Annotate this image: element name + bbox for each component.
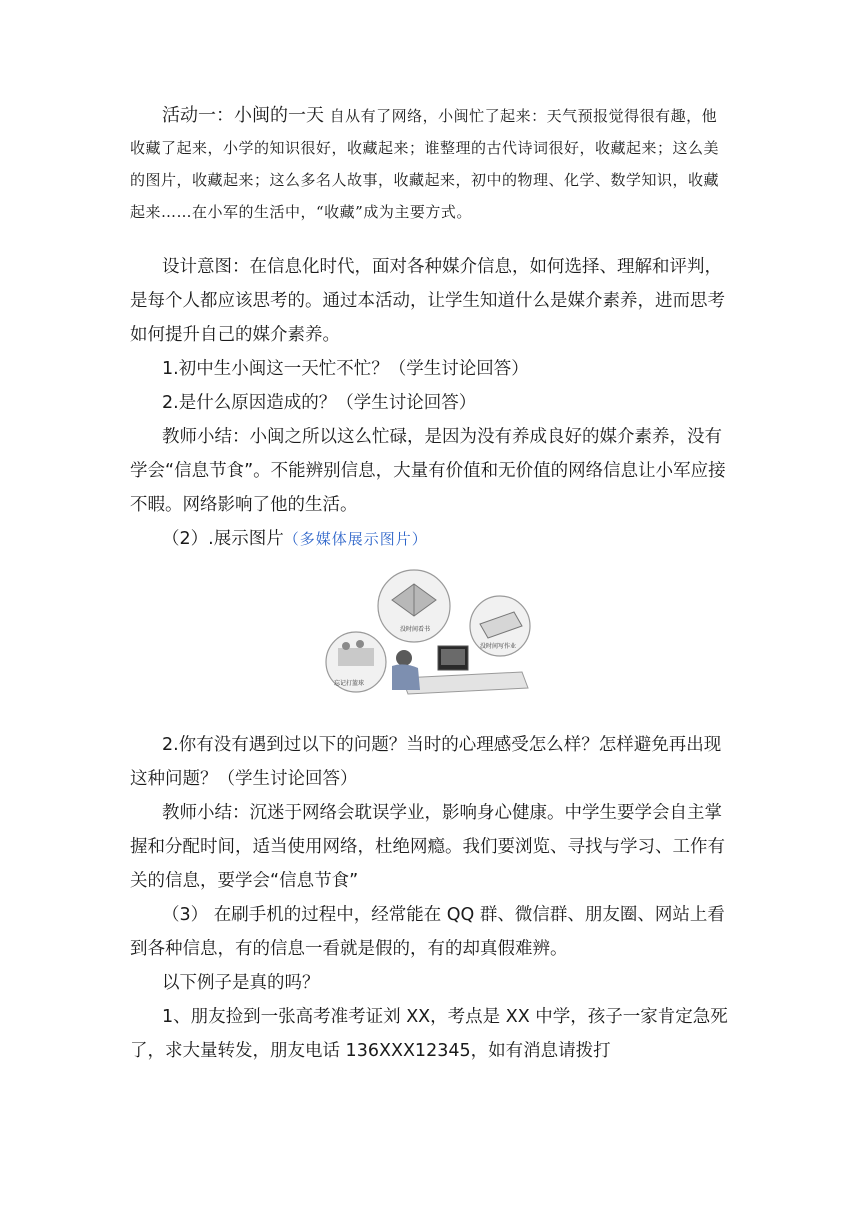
- question-1: 1.初中生小闽这一天忙不忙？（学生讨论回答）: [162, 359, 529, 379]
- teacher-summary-1: 教师小结：小闽之所以这么忙碌，是因为没有养成良好的媒介素养，没有学会“信息节食”。不能辨别信息，大量有价值和无价值的网络信息让小军应接不暇。网络影响了他的生活。: [130, 427, 726, 515]
- activity1-title: 活动一：小闽的一天: [162, 105, 324, 126]
- basketball-scene: [338, 648, 374, 666]
- illustration-svg: [322, 568, 534, 696]
- show-pictures-line: [162, 522, 762, 556]
- design-intent-paragraph: 设计意图：在信息化时代，面对各种媒介信息，如何选择、理解和评判，是每个人都应该思考的。通过本活动，让学生知道什么是媒介素养，进而思考如何提升自己的媒介素养。: [130, 257, 725, 345]
- question-3: 2.你有没有遇到过以下的问题？当时的心理感受怎么样？怎样避免再出现这种问题？（学生讨论回答）: [130, 735, 722, 789]
- student-body: [392, 664, 420, 690]
- question-2: 2.是什么原因造成的？（学生讨论回答）: [162, 393, 477, 413]
- teacher-summary-2: 教师小结：沉迷于网络会耽误学业，影响身心健康。中学生要学会自主掌握和分配时间，适当使用网络，杜绝网瘾。我们要浏览、寻找与学习、工作有关的信息，要学会“信息节食”: [130, 803, 725, 891]
- illustration-figure: [322, 568, 534, 696]
- caption-top: 没时间看书: [400, 626, 431, 633]
- example-1: 1、朋友捡到一张高考准考证刘 XX，考点是 XX 中学，孩子一家肯定急死了，求大量转发，朋友电话 136XXX12345，如有消息请拨打: [130, 1007, 728, 1061]
- question-true: 以下例子是真的吗？: [162, 973, 320, 993]
- caption-right: 没时间写作业: [480, 643, 517, 650]
- show-pictures-note: （多媒体展示图片）: [283, 530, 428, 548]
- activity1-paragraph: [130, 100, 730, 228]
- student-head: [396, 650, 412, 666]
- part-3-paragraph: （3） 在刷手机的过程中，经常能在 QQ 群、微信群、朋友圈、网站上看到各种信息，有的信息一看就是假的，有的却真假难辨。: [130, 905, 725, 959]
- caption-left: 忘记打篮球: [334, 680, 365, 687]
- show-pictures-label: （2）.展示图片: [162, 529, 284, 549]
- activity1-body: 自从有了网络，小闽忙了起来：天气预报觉得很有趣，他收藏了起来，小学的知识很好，收藏起来；谁整理的古代诗词很好，收藏起来；这么美的图片，收藏起来；这么多名人故事，收藏起来，初中的物理、化学、数学知识，收藏起来……在小军的生活中，“收藏”成为主要方式。: [130, 107, 720, 221]
